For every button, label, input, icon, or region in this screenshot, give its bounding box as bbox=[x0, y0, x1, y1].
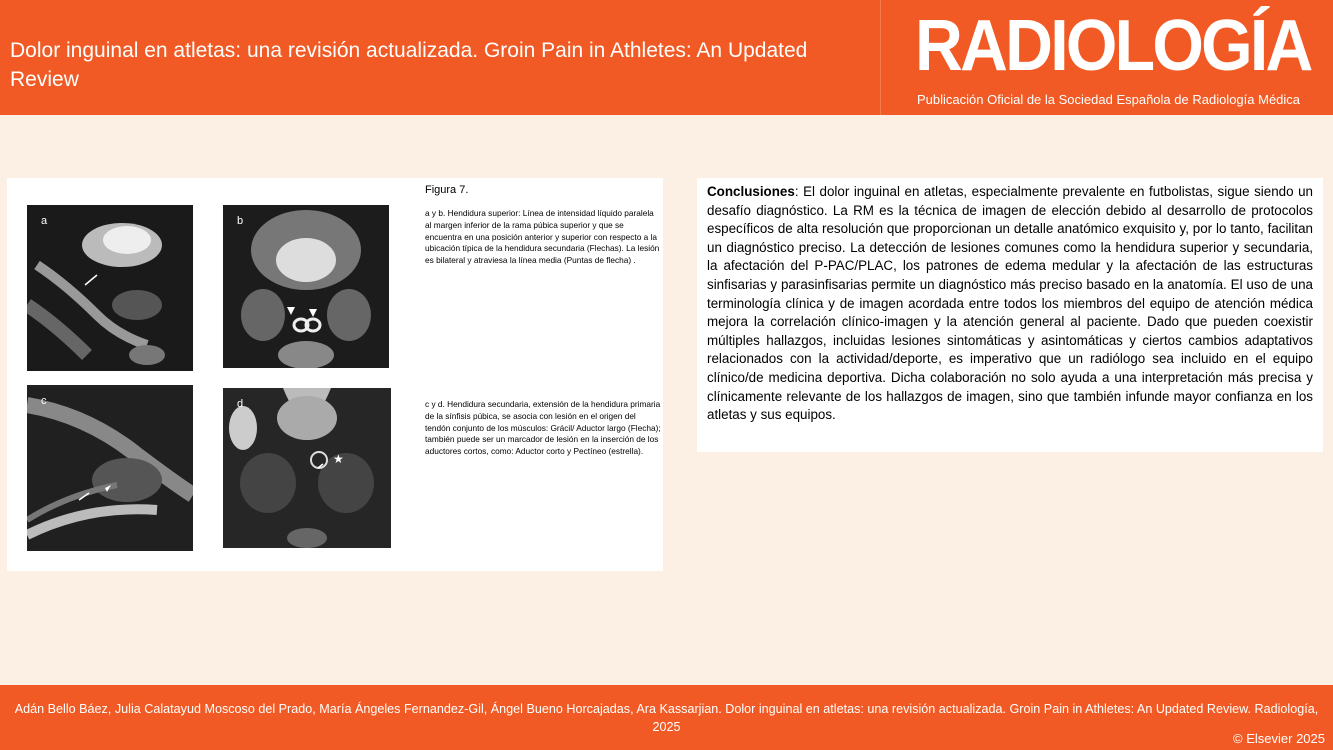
star-icon: ★ bbox=[333, 452, 344, 466]
copyright: © Elsevier 2025 bbox=[1233, 731, 1325, 746]
panel-label-d: d bbox=[237, 398, 244, 410]
logo-subtitle: Publicación Oficial de la Sociedad Española de Radiología Médica bbox=[917, 92, 1301, 107]
mri-image-d bbox=[223, 388, 391, 548]
conclusions-body: : El dolor inguinal en atletas, especialmente prevalente en futbolistas, sigue siendo un desafío diagnóstico. La RM es la técnica de imagen de elección debido al desarrollo de protocolos específicos de alta resolución que proporcionan un detalle anatómico exquisito y, por lo tanto, facilitan un diagnóstico preciso. La detección de lesiones comunes como la hendidura superior y secundaria, la afectación del P-PAC/PLAC, los patrones de edema medular y la afectación de las estructuras sinfisarias y parasinfisarias permite un diagnóstico más preciso basado en la anatomía. El uso de una terminología clínica y de imagen acordada entre todos los miembros del equipo de atención médica mejora la correlación clínico-imagen y la atención general al paciente. Dado que pueden coexistir múltiples hallazgos, incluidas lesiones sintomáticas y asintomáticas y ciertos cambios adaptativos relacionados con la actividad/deporte, es imperativo que un radiólogo sea incluido en el equipo clínico/de medicina deportiva. Dicha colaboración no solo ayuda a una interpretación más precisa y clínicamente relevante de los hallazgos de imagen, sino que también infunde mayor confianza en los atletas y sus equipos. bbox=[707, 184, 1313, 423]
mri-image-c bbox=[27, 385, 193, 551]
figure-panel bbox=[7, 178, 663, 571]
footer-bar bbox=[0, 685, 1333, 750]
panel-label-c: c bbox=[41, 395, 47, 407]
mri-image-b bbox=[223, 205, 389, 368]
figure-caption-ab: a y b. Hendidura superior: Línea de intensidad líquido paralela al margen inferior de la rama púbica superior y que se encuentra en una posición anterior y superior con respecto a la ubicación típica de la hendidura secundaria (Flechas). La lesión es bilateral y atraviesa la línea media (Puntas de flecha) . bbox=[425, 208, 660, 266]
panel-label-b: b bbox=[237, 215, 244, 227]
logo-wordmark: RADIOLOGÍA bbox=[915, 6, 1311, 86]
header-bar bbox=[0, 0, 1333, 115]
conclusions-heading: Conclusiones bbox=[707, 184, 795, 199]
panel-label-a: a bbox=[41, 215, 48, 227]
conclusions-text bbox=[707, 183, 1313, 425]
journal-logo bbox=[880, 0, 1333, 115]
figure-caption-cd: c y d. Hendidura secundaria, extensión de la hendidura primaria de la sínfisis púbica, se asocia con lesión en el origen del tendón conjunto de los músculos: Grácil/ Aductor largo (Flecha); también puede ser un marcador de lesión en la inserción de los aductores cortos, como: Aductor corto y Pectíneo (estrella). bbox=[425, 399, 661, 457]
figure-title: Figura 7. bbox=[425, 184, 469, 196]
citation: Adán Bello Báez, Julia Calatayud Moscoso del Prado, María Ángeles Fernandez-Gil, Ángel Bueno Horcajadas, Ara Kassarjian. Dolor inguinal en atletas: una revisión actualizada. Groin Pain in Athletes: An Updated Review. Radiología, 2025 bbox=[14, 702, 1319, 734]
mri-image-a bbox=[27, 205, 193, 371]
page-title: Dolor inguinal en atletas: una revisión actualizada. Groin Pain in Athletes: An Updated Review bbox=[10, 39, 808, 91]
conclusions-panel bbox=[697, 178, 1323, 452]
